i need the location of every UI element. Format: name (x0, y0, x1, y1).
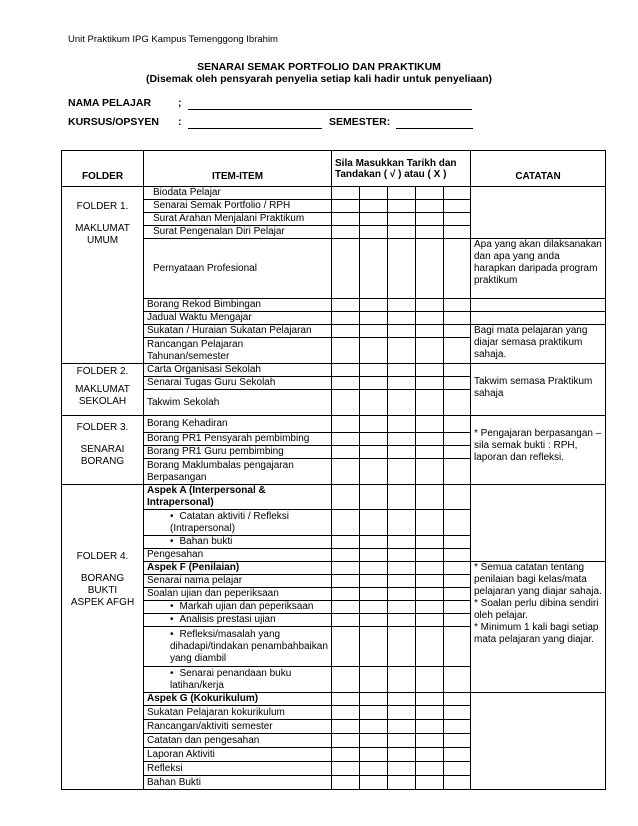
checklist-table (61, 150, 606, 790)
item-pr1-pensyarah: Borang PR1 Pensyarah pembimbing (144, 433, 332, 446)
header-unit: Unit Praktikum IPG Kampus Temenggong Ibrahim (68, 34, 278, 45)
semester-field[interactable] (396, 128, 473, 129)
folder-4: FOLDER 4. BORANG BUKTI ASPEK AFGH (62, 485, 144, 790)
item-bahan-bukti-a: • Bahan bukti (144, 536, 332, 549)
note-sukatan: Bagi mata pelajaran yang diajar semasa praktikum sahaja. (471, 325, 606, 364)
item-refleksi: Refleksi (144, 762, 332, 776)
item-pr1-guru: Borang PR1 Guru pembimbing (144, 446, 332, 459)
page-title: SENARAI SEMAK PORTFOLIO DAN PRAKTIKUM (197, 61, 441, 73)
item-senarai-tugas: Senarai Tugas Guru Sekolah (144, 377, 332, 390)
item-catatan-aktiviti: • Catatan aktiviti / Refleksi (Intrapersonal) (144, 510, 332, 536)
item-bahan-bukti: Bahan Bukti (144, 776, 332, 790)
item-aspek-f: Aspek F (Penilaian) (144, 562, 332, 575)
semester-label: SEMESTER: (329, 116, 391, 128)
col-folder-header: FOLDER (62, 151, 144, 187)
note-takwim: Takwim semasa Praktikum sahaja (471, 364, 606, 416)
item-borang-rekod: Borang Rekod Bimbingan (144, 299, 332, 312)
note-pernyataan: Apa yang akan dilaksanakan dan apa yang anda harapkan daripada program praktikum (471, 239, 606, 299)
folder-1: FOLDER 1. MAKLUMAT UMUM (62, 187, 144, 364)
item-aspek-a: Aspek A (Interpersonal & Intrapersonal) (144, 485, 332, 510)
kursus-colon: : (178, 116, 182, 128)
item-jadual: Jadual Waktu Mengajar (144, 312, 332, 325)
folder-2: FOLDER 2. MAKLUMAT SEKOLAH (62, 364, 144, 416)
item-laporan: Laporan Aktiviti (144, 748, 332, 762)
nama-label: NAMA PELAJAR (68, 97, 152, 109)
item-rancangan-pelajaran: Rancangan Pelajaran Tahunan/semester (144, 338, 332, 364)
item-takwim: Takwim Sekolah (144, 390, 332, 416)
item-analisis: • Analisis prestasi ujian (144, 614, 332, 627)
nama-colon: ; (178, 97, 182, 109)
item-sukatan: Sukatan / Huraian Sukatan Pelajaran (144, 325, 332, 338)
item-biodata: Biodata Pelajar (144, 187, 332, 200)
kursus-label: KURSUS/OPSYEN (68, 116, 160, 128)
note-penilaian: * Semua catatan tentang penilaian bagi kelas/mata pelajaran yang diajar sahaja. * Soalan perlu dibina sendiri oleh pelajar. * Minimum 1 kali bagi setiap mata pelajaran yang diajar. (471, 562, 606, 693)
item-pengesahan: Pengesahan (144, 549, 332, 562)
item-surat-pengenalan: Surat Pengenalan Diri Pelajar (144, 226, 332, 239)
col-tarikh-header: Sila Masukkan Tarikh dan Tandakan ( √ ) atau ( X ) (332, 151, 471, 187)
item-markah-ujian: • Markah ujian dan peperiksaan (144, 601, 332, 614)
item-aspek-g: Aspek G (Kokurikulum) (144, 693, 332, 706)
item-senarai-nama: Senarai nama pelajar (144, 575, 332, 588)
page-subtitle: (Disemak oleh pensyarah penyelia setiap kali hadir untuk penyeliaan) (145, 73, 493, 85)
nama-field[interactable] (188, 109, 472, 110)
item-surat-arahan: Surat Arahan Menjalani Praktikum (144, 213, 332, 226)
col-catatan-header: CATATAN (471, 151, 606, 187)
item-catatan-pengesahan: Catatan dan pengesahan (144, 734, 332, 748)
item-carta: Carta Organisasi Sekolah (144, 364, 332, 377)
item-penandaan-buku: • Senarai penandaan buku latihan/kerja (144, 667, 332, 693)
item-senarai-semak: Senarai Semak Portfolio / RPH (144, 200, 332, 213)
item-maklumbalas: Borang Maklumbalas pengajaran Berpasangan (144, 459, 332, 485)
item-pernyataan: Pernyataan Profesional (144, 239, 332, 299)
item-borang-kehadiran: Borang Kehadiran (144, 416, 332, 433)
item-soalan-ujian: Soalan ujian dan peperiksaan (144, 588, 332, 601)
item-rancangan-aktiviti: Rancangan/aktiviti semester (144, 720, 332, 734)
kursus-field[interactable] (188, 128, 322, 129)
col-item-header: ITEM-ITEM (144, 151, 332, 187)
item-refleksi-masalah: • Refleksi/masalah yang dihadapi/tindakan penambahbaikan yang diambil (144, 627, 332, 667)
folder-3: FOLDER 3. SENARAI BORANG (62, 416, 144, 485)
item-sukatan-koku: Sukatan Pelajaran kokurikulum (144, 706, 332, 720)
note-pengajaran: * Pengajaran berpasangan – sila semak bukti : RPH, laporan dan refleksi. (471, 416, 606, 485)
